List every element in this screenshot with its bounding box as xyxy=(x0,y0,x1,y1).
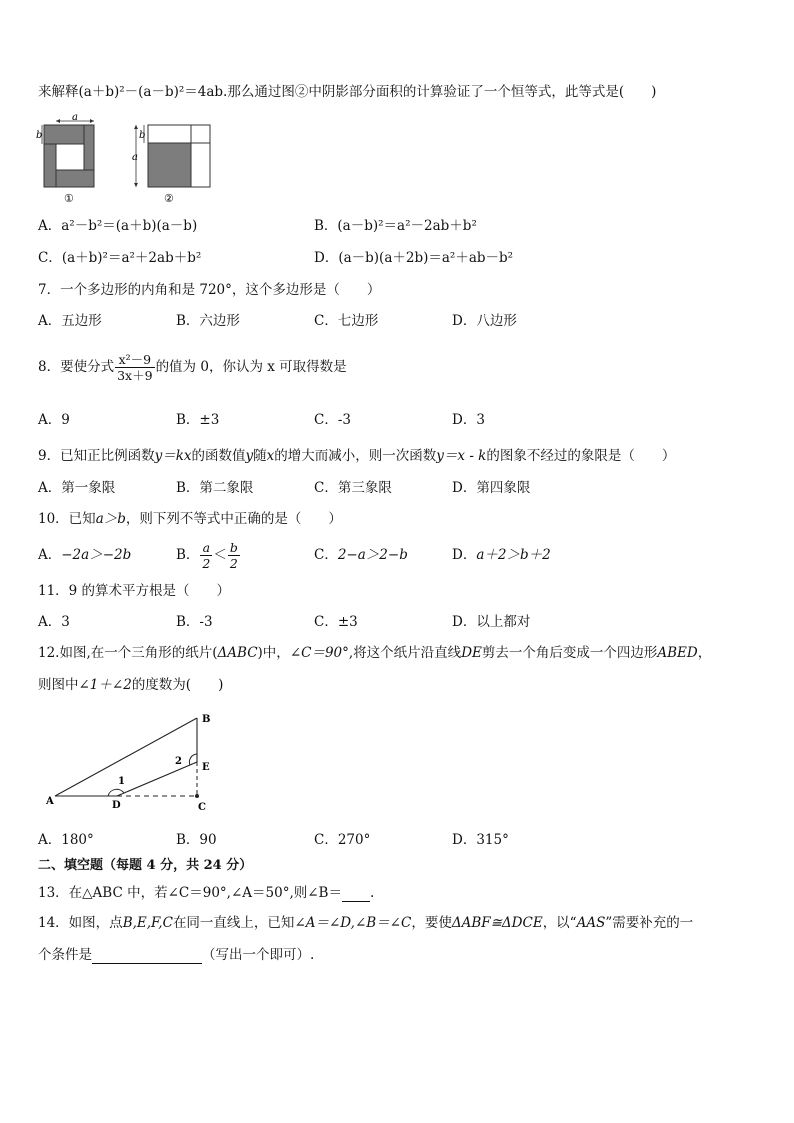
q12-option-b[interactable]: B．90 xyxy=(176,832,217,848)
q10-option-d-prefix: D． xyxy=(452,547,477,563)
q10-option-b-prefix: B． xyxy=(176,547,200,563)
q8-option-a[interactable]: A．9 xyxy=(38,412,70,428)
q8-option-b[interactable]: B．±3 xyxy=(176,412,220,428)
q10-option-c[interactable] xyxy=(314,546,408,564)
q11-stem: 11．9 的算术平方根是（ ） xyxy=(38,583,231,599)
section-2-heading: 二、填空题（每题 4 分，共 24 分） xyxy=(38,858,253,873)
q12-option-a[interactable]: A．180° xyxy=(38,832,94,848)
q9-text-4: 的增大而减小，则一次函数 xyxy=(274,448,437,464)
q10-option-a-prefix: A． xyxy=(38,547,62,563)
q9-text-2: 的函数值 xyxy=(191,448,246,464)
q12-math-5: ∠1＋∠2 xyxy=(78,677,132,693)
q12-math-1: ΔABC xyxy=(217,645,258,661)
q6-option-d[interactable]: D．(a－b)(a＋2b)＝a²＋ab－b² xyxy=(314,250,514,266)
q8-stem-post: 的值为 0，你认为 x 可取得数是 xyxy=(155,359,347,375)
q12-text-3: ,将这个纸片沿直线 xyxy=(348,645,462,661)
point-c xyxy=(195,794,199,798)
q10-math-1: a＞b xyxy=(95,511,126,527)
q14-stem-line-2 xyxy=(38,946,314,964)
fig2-caption: ② xyxy=(164,192,174,205)
fig1-label-a: a xyxy=(72,112,78,123)
q9-math-2: y xyxy=(245,448,254,464)
q9-option-b[interactable]: B．第二象限 xyxy=(176,480,254,496)
q8-fraction-numerator: x²－9 xyxy=(115,352,154,368)
q7-option-a[interactable]: A．五边形 xyxy=(38,313,102,329)
q9-option-a[interactable]: A．第一象限 xyxy=(38,480,116,496)
q8-option-c[interactable]: C．-3 xyxy=(314,412,351,428)
q11-option-b[interactable]: B．-3 xyxy=(176,614,213,630)
q9-text-5: 的图象不经过的象限是（ ） xyxy=(486,448,676,464)
q9-text-3: 随 xyxy=(253,448,267,464)
fig2-label-a: a xyxy=(132,152,138,163)
q7-option-c[interactable]: C．七边形 xyxy=(314,313,379,329)
q7-stem: 7．一个多边形的内角和是 720°，这个多边形是（ ） xyxy=(38,282,381,298)
q9-math-4: y＝x - k xyxy=(436,448,487,464)
q12-stem-line-2 xyxy=(38,676,223,694)
q12-text-1: 12.如图,在一个三角形的纸片( xyxy=(38,645,218,661)
q8-fraction-denominator: 3x＋9 xyxy=(117,368,153,383)
label-b: B xyxy=(202,714,211,725)
q6-option-a[interactable]: A．a²－b²＝(a＋b)(a－b) xyxy=(38,218,198,234)
q10-stem xyxy=(38,510,342,528)
q6-option-b[interactable]: B．(a－b)²＝a²－2ab＋b² xyxy=(314,218,477,234)
q10-frac-2-num: b xyxy=(229,540,238,555)
q10-frac-1-den: 2 xyxy=(202,556,211,571)
fig2-label-b: b xyxy=(139,130,146,141)
q8-fraction xyxy=(115,352,154,383)
q13-stem xyxy=(38,884,374,902)
q12-text-7: 的度数为( ) xyxy=(131,677,224,693)
label-d: D xyxy=(112,800,121,811)
q11-option-d[interactable]: D．以上都对 xyxy=(452,614,531,630)
q8-stem-pre: 8．要使分式 xyxy=(38,359,115,375)
q12-math-3: DE xyxy=(461,645,482,661)
q9-math-3: x xyxy=(266,448,275,464)
q9-option-c[interactable]: C．第三象限 xyxy=(314,480,392,496)
q10-option-a-math: −2a＞−2b xyxy=(61,547,132,563)
q9-option-d[interactable]: D．第四象限 xyxy=(452,480,531,496)
q14-text-2: 在同一直线上，已知 xyxy=(172,915,295,931)
label-angle-2: 2 xyxy=(175,756,182,767)
fig1-inner-hole xyxy=(56,144,84,170)
fig2-shaded-area xyxy=(148,143,191,187)
q13-text: 13．在△ABC 中，若∠C＝90°,∠A＝50°,则∠B＝ xyxy=(38,885,342,901)
figure-2 xyxy=(128,112,218,208)
q10-text-2: ，则下列不等式中正确的是（ ） xyxy=(125,511,342,527)
fig1-caption: ① xyxy=(64,192,74,205)
q10-frac-1-num: a xyxy=(200,540,212,556)
q14-text-1: 14．如图，点 xyxy=(38,915,123,931)
q12-stem-line-1 xyxy=(38,644,711,662)
q14-stem-line-1 xyxy=(38,914,693,932)
q14-math-2: ∠A＝∠D,∠B＝∠C xyxy=(294,915,412,931)
q10-option-a[interactable] xyxy=(38,546,131,564)
q12-text-2: )中， xyxy=(257,645,290,661)
q11-option-c[interactable]: C．±3 xyxy=(314,614,358,630)
q14-math-4: AAS xyxy=(576,915,606,931)
q11-option-a[interactable]: A．3 xyxy=(38,614,70,630)
q7-option-d[interactable]: D．八边形 xyxy=(452,313,517,329)
q13-answer-blank[interactable] xyxy=(342,886,370,902)
q13-tail: . xyxy=(369,885,375,901)
q12-triangle-figure xyxy=(40,708,230,816)
q10-option-b-frac-2 xyxy=(228,540,240,571)
q10-option-c-prefix: C． xyxy=(314,547,338,563)
fig1-label-b: b xyxy=(36,130,43,141)
q14-math-3: ΔABF≅ΔDCE xyxy=(451,915,543,931)
q8-stem xyxy=(38,350,347,384)
q10-option-b-relation: ＜ xyxy=(213,547,227,563)
angle-1-arc xyxy=(108,789,124,796)
q12-math-4: ABED xyxy=(657,645,698,661)
q14-text-6: 个条件是 xyxy=(38,947,92,963)
q12-text-4: 剪去一个角后变成一个四边形 xyxy=(481,645,658,661)
q12-text-5: ， xyxy=(697,645,712,661)
q10-option-b[interactable] xyxy=(176,537,241,573)
q10-option-d-math: a＋2＞b＋2 xyxy=(476,547,551,563)
q9-math-1: y＝kx xyxy=(154,448,192,464)
figure-1 xyxy=(34,112,124,208)
q10-frac-2-den: 2 xyxy=(229,556,238,571)
label-c: C xyxy=(198,802,206,813)
q14-text-7: （写出一个即可）. xyxy=(202,947,315,963)
q9-text-1: 9．已知正比例函数 xyxy=(38,448,155,464)
q12-math-2: ∠C＝90° xyxy=(289,645,349,661)
q10-text-1: 10．已知 xyxy=(38,511,96,527)
q14-answer-blank[interactable] xyxy=(92,948,202,964)
q6-option-c[interactable]: C．(a＋b)²＝a²＋2ab＋b² xyxy=(38,250,202,266)
q12-text-6: 则图中 xyxy=(38,677,79,693)
q14-math-1: B,E,F,C xyxy=(122,915,173,931)
q10-option-c-math: 2−a＞2−b xyxy=(337,547,408,563)
edge-de xyxy=(117,762,197,796)
q14-text-4: ，以“ xyxy=(542,915,577,931)
q12-option-c[interactable]: C．270° xyxy=(314,832,371,848)
q10-option-b-frac-1 xyxy=(200,540,212,571)
q6-stem: 来解释(a＋b)²－(a－b)²＝4ab.那么通过图②中阴影部分面积的计算验证了一个恒等式，此等式是( ) xyxy=(38,84,657,100)
q8-option-d[interactable]: D．3 xyxy=(452,412,485,428)
label-a: A xyxy=(46,796,54,807)
q10-option-d[interactable] xyxy=(452,546,551,564)
q7-option-b[interactable]: B．六边形 xyxy=(176,313,240,329)
q9-stem xyxy=(38,447,675,465)
q14-text-3: ，要使 xyxy=(411,915,452,931)
label-e: E xyxy=(202,762,210,773)
q14-text-5: ”需要补充的一 xyxy=(605,915,694,931)
q12-option-d[interactable]: D．315° xyxy=(452,832,509,848)
label-angle-1: 1 xyxy=(118,776,125,787)
